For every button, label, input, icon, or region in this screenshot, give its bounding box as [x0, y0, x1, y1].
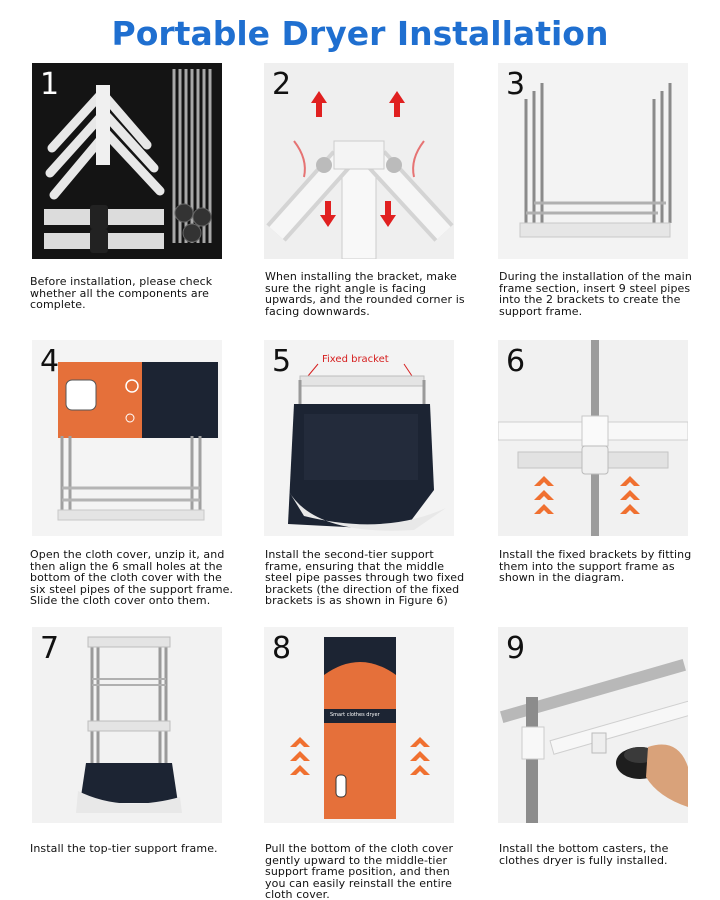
- step-6-number: 6: [506, 344, 526, 379]
- step-8-photo: [264, 627, 454, 823]
- step-1-number: 1: [40, 67, 60, 102]
- fixed-bracket-illustration: [498, 340, 688, 536]
- step-8-number: 8: [272, 631, 292, 666]
- page-title: Portable Dryer Installation: [111, 14, 609, 53]
- step-1-photo: [32, 63, 222, 259]
- step-7-photo: [32, 627, 222, 823]
- step-4-caption: Open the cloth cover, unzip it, and then align the 6 small holes at the bottom of the cloth cover with the six steel pipes of the support frame. Slide the cloth cover onto them.: [30, 548, 234, 608]
- components-illustration: [32, 63, 222, 259]
- step-7-caption: Install the top-tier support frame.: [30, 842, 218, 855]
- step-3-number: 3: [506, 67, 526, 102]
- step-9-photo: [498, 627, 688, 823]
- bracket-illustration: [264, 63, 454, 259]
- step-1-caption: Before installation, please check whether all the components are complete.: [30, 275, 213, 312]
- step-9-number: 9: [506, 631, 526, 666]
- step-8-caption: Pull the bottom of the cloth cover gently upward to the middle-tier support frame position, and then you can easily reinstall the entire cloth cover.: [265, 842, 454, 900]
- full-cover-illustration: [264, 627, 454, 823]
- step-4-number: 4: [40, 344, 60, 379]
- step-3-photo: [498, 63, 688, 259]
- step-2-number: 2: [272, 67, 292, 102]
- step-6-caption: Install the fixed brackets by fitting them into the support frame as shown in the diagram.: [499, 548, 692, 585]
- cover-label: Smart clothes dryer: [330, 712, 380, 718]
- step-5-photo: [264, 340, 454, 536]
- step-2-caption: When installing the bracket, make sure the right angle is facing upwards, and the rounded corner is facing downwards.: [265, 270, 465, 318]
- second-tier-illustration: [264, 340, 454, 536]
- top-tier-illustration: [32, 627, 222, 823]
- casters-illustration: [498, 627, 688, 823]
- cloth-cover-illustration: [32, 340, 222, 536]
- step-5-caption: Install the second-tier support frame, ensuring that the middle steel pipe passes through two fixed brackets (the direction of the fixed brackets is as shown in Figure 6): [265, 548, 465, 608]
- step-6-photo: [498, 340, 688, 536]
- step-9-caption: Install the bottom casters, the clothes dryer is fully installed.: [499, 842, 669, 867]
- fixed-bracket-callout: Fixed bracket: [322, 354, 389, 365]
- step-2-photo: [264, 63, 454, 259]
- step-4-photo: [32, 340, 222, 536]
- step-5-number: 5: [272, 344, 292, 379]
- step-3-caption: During the installation of the main frame section, insert 9 steel pipes into the 2 brackets to create the support frame.: [499, 270, 692, 318]
- main-frame-illustration: [498, 63, 688, 259]
- step-7-number: 7: [40, 631, 60, 666]
